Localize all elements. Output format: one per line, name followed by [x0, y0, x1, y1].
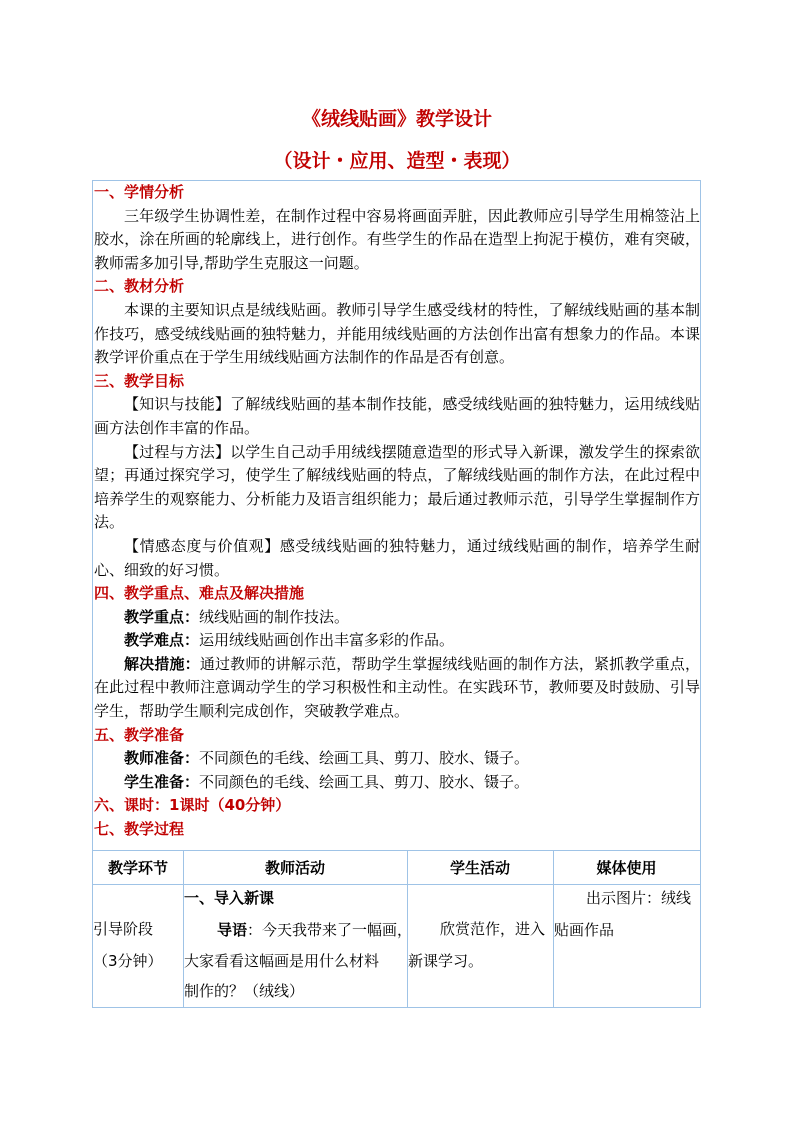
- table-row-stage: [93, 914, 183, 977]
- student-activity-line2: 新课学习。: [408, 951, 484, 970]
- difficult-point: [94, 629, 700, 653]
- table-row-student-activity: [408, 914, 554, 977]
- section-body-materials: 本课的主要知识点是绒线贴画。教师引导学生感受线材的特性，了解绒线贴画的基本制作技巧，感受绒线贴画的独特魅力，并能用绒线贴画的方法创作出富有想象力的作品。本课教学评价重点在于学生用绒线贴画方法制作的作品是否有创意。: [94, 300, 700, 367]
- table-header-top-rule: [93, 850, 700, 851]
- student-activity-line1: 欣赏范作，进入: [440, 920, 546, 938]
- teacher-preparation: [94, 747, 700, 771]
- solution-text: 通过教师的讲解示范，帮助学生掌握绒线贴画的制作方法，紧抓教学重点，在此过程中教师注意调动学生的学习积极性和主动性。在实践环节，教师要及时鼓励、引导学生，帮助学生顺利完成创作，突破教学难点。: [94, 654, 700, 721]
- objective-attitude: 【情感态度与价值观】感受绒线贴画的独特魅力，通过绒线贴画的制作，培养学生耐心、细致的好习惯。: [94, 536, 700, 579]
- student-preparation-text: 不同颜色的毛线、绘画工具、剪刀、胶水、镊子。: [199, 772, 530, 791]
- teacher-activity-line2: 大家看看这幅画是用什么材料: [184, 952, 380, 970]
- table-header-student: 学生活动: [449, 859, 510, 877]
- section-heading-process: 七、教学过程: [94, 820, 185, 839]
- table-header-stage: 教学环节: [107, 859, 168, 877]
- media-line1: 出示图片：绒线: [586, 889, 692, 907]
- key-point-label: 教学重点：: [124, 607, 200, 626]
- difficult-point-text: 运用绒线贴画创作出丰富多彩的作品。: [199, 631, 455, 650]
- section-heading-key-points: 四、教学重点、难点及解决措施: [94, 584, 305, 603]
- document-subtitle: （设计・应用、造型・表现）: [273, 150, 521, 172]
- section-body-analysis: 三年级学生协调性差，在制作过程中容易将画面弄脏，因此教师应引导学生用棉签沾上胶水，涂在所画的轮廓线上，进行创作。有些学生的作品在造型上拘泥于模仿，难有突破，教师需多加引导,帮助学生克服这一问题。: [94, 206, 700, 272]
- solution-label: 解决措施：: [124, 654, 200, 673]
- section-heading-materials: 二、教材分析: [94, 277, 185, 296]
- teacher-preparation-text: 不同颜色的毛线、绘画工具、剪刀、胶水、镊子。: [199, 749, 530, 768]
- document-title: 《绒线贴画》教学设计: [301, 108, 492, 130]
- objective-knowledge: 【知识与技能】了解绒线贴画的基本制作技能，感受绒线贴画的独特魅力，运用绒线贴画方法创作丰富的作品。: [94, 395, 700, 437]
- lesson-plan-body: [94, 181, 700, 842]
- section-heading-class-hours: 六、课时：1课时（40分钟）: [94, 796, 291, 815]
- table-row-teacher-activity: [184, 883, 413, 1004]
- section-heading-objectives: 三、教学目标: [94, 371, 185, 390]
- teacher-activity-label: 导语: [217, 920, 248, 939]
- section-heading-analysis: 一、学情分析: [94, 183, 185, 201]
- table-header-teacher: 教师活动: [264, 859, 325, 877]
- student-preparation: [94, 771, 700, 795]
- table-row-media: [554, 883, 700, 946]
- media-line2: 贴画作品: [554, 920, 615, 939]
- table-header-media: 媒体使用: [596, 859, 657, 877]
- student-preparation-label: 学生准备：: [124, 772, 200, 791]
- stage-name: 引导阶段: [93, 920, 154, 938]
- teacher-activity-line1: [184, 915, 413, 947]
- objective-process: 【过程与方法】以学生自己动手用绒线摆随意造型的形式导入新课，激发学生的探索欲望；再通过探究学习，使学生了解绒线贴画的特点，了解绒线贴画的制作方法，在此过程中培养学生的观察能力、分析能力及语言组织能力；最后通过教师示范，引导学生掌握制作方法。: [94, 442, 700, 532]
- key-point-text: 绒线贴画的制作技法。: [199, 607, 350, 626]
- teacher-activity-text1: ：今天我带来了一幅画，: [247, 920, 413, 939]
- difficult-point-label: 教学难点：: [124, 631, 200, 650]
- solution: [94, 653, 700, 724]
- stage-duration: （3分钟）: [93, 951, 163, 970]
- section-heading-preparation: 五、教学准备: [94, 725, 185, 744]
- teacher-activity-line3: 制作的？（绒线）: [184, 981, 305, 1000]
- teacher-preparation-label: 教师准备：: [124, 749, 200, 768]
- key-point: [94, 606, 700, 630]
- teacher-activity-title: 一、导入新课: [184, 889, 275, 907]
